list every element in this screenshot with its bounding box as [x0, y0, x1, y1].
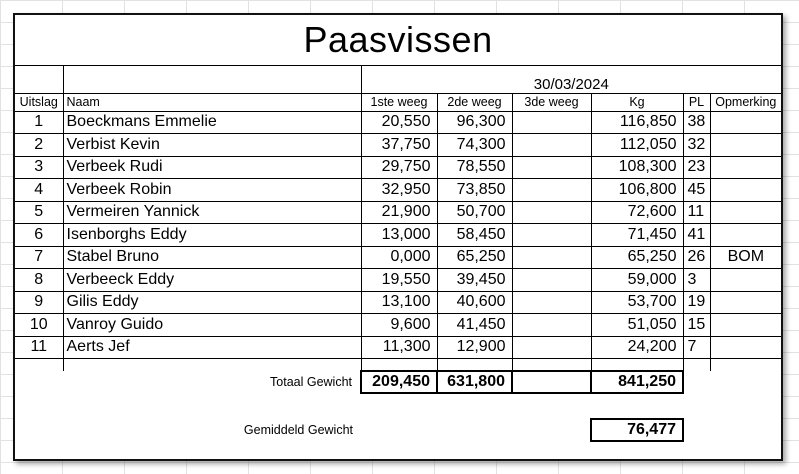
weeg1-cell: 19,550: [361, 269, 437, 292]
rank-cell: 2: [15, 134, 63, 157]
opmerking-cell: [710, 111, 781, 134]
weeg3-cell: [512, 314, 591, 337]
name-cell: Gilis Eddy: [63, 291, 361, 314]
header-naam: Naam: [63, 93, 361, 111]
date-label: 30/03/2024: [361, 65, 781, 93]
kg-cell: 59,000: [591, 269, 683, 292]
name-cell: Aerts Jef: [63, 336, 361, 359]
table-row: [15, 111, 781, 134]
opmerking-cell: BOM: [710, 246, 781, 269]
cell: [710, 419, 781, 441]
table-row: [15, 224, 781, 247]
weeg3-cell: [512, 134, 591, 157]
cell: [710, 359, 781, 371]
header-kg: Kg: [591, 93, 683, 111]
weeg1-cell: 32,950: [361, 179, 437, 202]
rank-cell: 11: [15, 336, 63, 359]
header-pl: PL: [683, 93, 710, 111]
pl-cell: 26: [683, 246, 710, 269]
kg-cell: 116,850: [591, 111, 683, 134]
rank-cell: 9: [15, 291, 63, 314]
table-row: [15, 269, 781, 292]
cell: [437, 419, 512, 441]
cell: [15, 359, 63, 371]
weeg1-cell: 21,900: [361, 201, 437, 224]
weeg2-cell: 40,600: [437, 291, 512, 314]
name-cell: Vermeiren Yannick: [63, 201, 361, 224]
table-row: [15, 179, 781, 202]
name-cell: Verbeeck Eddy: [63, 269, 361, 292]
weeg2-cell: 65,250: [437, 246, 512, 269]
weeg1-cell: 37,750: [361, 134, 437, 157]
opmerking-cell: [710, 179, 781, 202]
kg-cell: 51,050: [591, 314, 683, 337]
rank-cell: 1: [15, 111, 63, 134]
weeg1-cell: 13,000: [361, 224, 437, 247]
weeg1-cell: 11,300: [361, 336, 437, 359]
rank-cell: 5: [15, 201, 63, 224]
weeg3-cell: [512, 201, 591, 224]
rank-cell: 3: [15, 156, 63, 179]
pl-cell: 23: [683, 156, 710, 179]
header-1ste-weeg: 1ste weeg: [361, 93, 437, 111]
name-cell: Vanroy Guido: [63, 314, 361, 337]
table-row: [15, 134, 781, 157]
table-row: [15, 156, 781, 179]
weeg2-cell: 50,700: [437, 201, 512, 224]
weeg2-cell: 39,450: [437, 269, 512, 292]
pl-cell: 41: [683, 224, 710, 247]
weeg1-cell: 13,100: [361, 291, 437, 314]
kg-cell: 112,050: [591, 134, 683, 157]
cell: [710, 371, 781, 393]
results-sheet: [13, 13, 783, 461]
kg-cell: 24,200: [591, 336, 683, 359]
kg-cell: 72,600: [591, 201, 683, 224]
kg-cell: 71,450: [591, 224, 683, 247]
opmerking-cell: [710, 156, 781, 179]
totals-label: Totaal Gewicht: [270, 374, 352, 389]
opmerking-cell: [710, 134, 781, 157]
weeg3-cell: [512, 111, 591, 134]
totals-kg: 841,250: [591, 371, 683, 393]
pl-cell: 38: [683, 111, 710, 134]
cell: [361, 359, 437, 371]
table-row: [15, 201, 781, 224]
opmerking-cell: [710, 336, 781, 359]
average-kg: 76,477: [591, 419, 683, 441]
weeg3-cell: [512, 269, 591, 292]
pl-cell: 3: [683, 269, 710, 292]
table-row: [15, 246, 781, 269]
results-table: [15, 15, 781, 442]
cell: [683, 371, 710, 393]
weeg2-cell: 96,300: [437, 111, 512, 134]
cell: [15, 393, 781, 419]
weeg2-cell: 74,300: [437, 134, 512, 157]
weeg3-cell: [512, 156, 591, 179]
header-3de-weeg: 3de weeg: [512, 93, 591, 111]
weeg2-cell: 12,900: [437, 336, 512, 359]
cell: [15, 65, 63, 93]
average-label: Gemiddeld Gewicht: [243, 422, 353, 437]
weeg3-cell: [512, 246, 591, 269]
rank-cell: 10: [15, 314, 63, 337]
header-uitslag: Uitslag: [15, 93, 63, 111]
weeg2-cell: 41,450: [437, 314, 512, 337]
weeg2-cell: 78,550: [437, 156, 512, 179]
weeg1-cell: 29,750: [361, 156, 437, 179]
kg-cell: 108,300: [591, 156, 683, 179]
cell: [512, 419, 591, 441]
opmerking-cell: [710, 201, 781, 224]
pl-cell: 7: [683, 336, 710, 359]
opmerking-cell: [710, 291, 781, 314]
cell: [361, 419, 437, 441]
kg-cell: 65,250: [591, 246, 683, 269]
pl-cell: 15: [683, 314, 710, 337]
kg-cell: 53,700: [591, 291, 683, 314]
weeg3-cell: [512, 224, 591, 247]
weeg1-cell: 9,600: [361, 314, 437, 337]
weeg1-cell: 20,550: [361, 111, 437, 134]
cell: [512, 359, 591, 371]
page-title: Paasvissen: [15, 15, 781, 65]
table-row: [15, 291, 781, 314]
cell: [437, 359, 512, 371]
weeg2-cell: 73,850: [437, 179, 512, 202]
rank-cell: 6: [15, 224, 63, 247]
weeg3-cell: [512, 179, 591, 202]
cell: [63, 65, 361, 93]
table-row: [15, 336, 781, 359]
totals-weeg1: 209,450: [361, 371, 437, 393]
weeg1-cell: 0,000: [361, 246, 437, 269]
opmerking-cell: [710, 314, 781, 337]
name-cell: Stabel Bruno: [63, 246, 361, 269]
name-cell: Verbeek Rudi: [63, 156, 361, 179]
opmerking-cell: [710, 224, 781, 247]
rank-cell: 4: [15, 179, 63, 202]
rank-cell: 7: [15, 246, 63, 269]
cell: [591, 359, 683, 371]
name-cell: Verbeek Robin: [63, 179, 361, 202]
pl-cell: 11: [683, 201, 710, 224]
totals-weeg2: 631,800: [437, 371, 512, 393]
pl-cell: 45: [683, 179, 710, 202]
pl-cell: 19: [683, 291, 710, 314]
kg-cell: 106,800: [591, 179, 683, 202]
weeg2-cell: 58,450: [437, 224, 512, 247]
name-cell: Boeckmans Emmelie: [63, 111, 361, 134]
header-opmerking: Opmerking: [710, 93, 781, 111]
table-row: [15, 314, 781, 337]
rank-cell: 8: [15, 269, 63, 292]
cell: [683, 359, 710, 371]
name-cell: Verbist Kevin: [63, 134, 361, 157]
pl-cell: 32: [683, 134, 710, 157]
weeg3-cell: [512, 291, 591, 314]
cell: [683, 419, 710, 441]
weeg3-cell: [512, 336, 591, 359]
cell: [63, 359, 361, 371]
header-2de-weeg: 2de weeg: [437, 93, 512, 111]
opmerking-cell: [710, 269, 781, 292]
totals-weeg3: [512, 371, 591, 393]
name-cell: Isenborghs Eddy: [63, 224, 361, 247]
